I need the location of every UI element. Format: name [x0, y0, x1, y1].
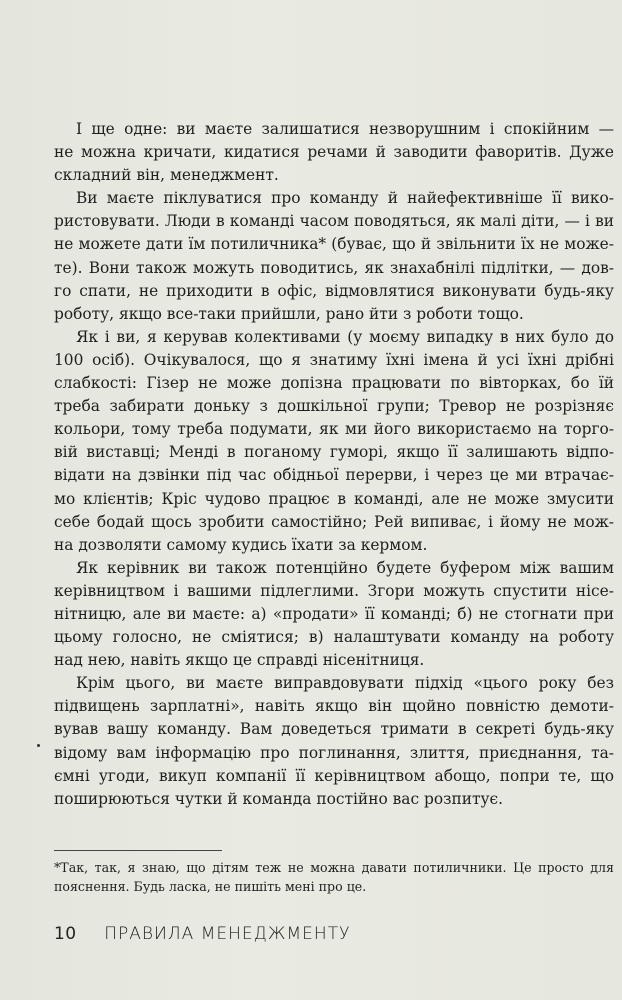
- text-line: на дозволяти самому кудись їхати за кермом.: [54, 535, 428, 554]
- running-footer: [54, 924, 350, 944]
- text-line: І ще одне: ви маєте залишатися незворушним і спокійним —: [76, 120, 614, 138]
- text-line: вував вашу команду. Вам доведеться тримати в секреті будь-яку: [54, 720, 614, 739]
- text-line: над нею, навіть якщо це справді нісенітниця.: [54, 651, 425, 670]
- text-line: складний він, менеджмент.: [54, 166, 279, 185]
- text-line: відому вам інформацію про поглинання, злиття, приєднання, та-: [54, 743, 614, 762]
- text-line: підвищень зарплатні», навіть якщо він щойно повністю демоти-: [54, 697, 614, 716]
- text-line: го спати, не приходити в офіс, відмовлятися виконувати будь-яку: [54, 281, 614, 300]
- main-text: [54, 118, 614, 811]
- text-line: мо клієнтів; Кріс чудово працює в команді, але не може змусити: [54, 489, 614, 508]
- text-line: роботу, якщо все-таки прийшли, рано йти з роботи тощо.: [54, 304, 524, 323]
- book-title: ПРАВИЛА МЕНЕДЖМЕНТУ: [104, 924, 351, 944]
- text-line: Як керівник ви також потенційно будете буфером між вашим: [76, 558, 614, 577]
- text-line: відати на дзвінки під час обідньої перерви, і через це ми втрачає-: [54, 466, 614, 485]
- text-line: ристовувати. Люди в команді часом поводяться, як малі діти, — і ви: [54, 212, 614, 231]
- footnote-divider: [54, 850, 222, 851]
- text-line: поширюються чутки й команда постійно вас розпитує.: [54, 789, 504, 808]
- footnote-line: пояснення. Будь ласка, не пишіть мені про це.: [54, 879, 367, 894]
- text-line: Як і ви, я керував колективами (у моєму випадку в них було до: [76, 327, 614, 346]
- page-number: 10: [54, 924, 77, 944]
- text-line: керівництвом і вашими підлеглими. Згори можуть спустити нісе-: [54, 581, 614, 600]
- text-line: треба забирати доньку з дошкільної групи; Тревор не розрізняє: [54, 397, 614, 416]
- margin-mark: [37, 744, 40, 747]
- text-line: Ви маєте піклуватися про команду й найефективніше її вико-: [76, 189, 614, 208]
- text-line: те). Вони також можуть поводитись, як знахабнілі підлітки, — дов-: [54, 258, 614, 277]
- text-line: Крім цього, ви маєте виправдовувати підхід «цього року без: [76, 674, 614, 693]
- text-line: кольори, тому треба подумати, як ми його використаємо на торго-: [54, 420, 614, 439]
- text-line: ємні угоди, викуп компанії її керівництвом абощо, попри те, що: [54, 766, 614, 785]
- paragraph: [54, 187, 614, 326]
- text-line: не можна кричати, кидатися речами й заводити фаворитів. Дуже: [54, 143, 614, 162]
- text-line: 100 осіб). Очікувалося, що я знатиму їхні імена й усі їхні дрібні: [54, 350, 614, 369]
- text-line: нітницю, але ви маєте: а) «продати» її команді; б) не стогнати при: [54, 604, 614, 623]
- text-line: не можете дати їм потиличника* (буває, що й звільнити їх не може-: [54, 235, 614, 254]
- text-line: вій виставці; Менді в поганому гуморі, якщо її залишають відпо-: [54, 443, 614, 462]
- footnote-line: *Так, так, я знаю, що дітям теж не можна давати потиличники. Це просто для: [54, 860, 614, 875]
- text-line: слабкості: Гізер не може допізна працювати по вівторках, бо їй: [54, 374, 614, 393]
- footnote: [54, 858, 614, 896]
- paragraph: [54, 672, 614, 811]
- paragraph: [54, 326, 614, 557]
- paragraph: [54, 118, 614, 187]
- paragraph: [54, 557, 614, 672]
- text-line: цьому голосно, не сміятися; в) налаштувати команду на роботу: [54, 628, 614, 647]
- text-line: себе бодай щось зробити самостійно; Рей випиває, і йому не мож-: [54, 512, 614, 531]
